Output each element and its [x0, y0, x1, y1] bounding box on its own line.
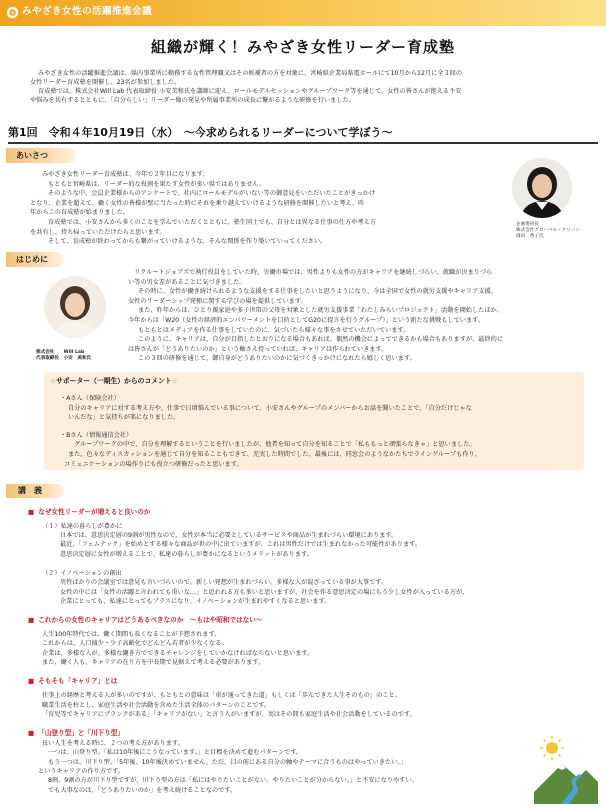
intro-line: みやざき女性の活躍推進会議は、県内事業所に勤務する女性管理職又はその候補者の方を対象に、宮崎県企業局県電ホールにて10月から12月に全３回の	[38, 70, 463, 77]
bullet-icon: ■	[28, 677, 35, 686]
intro-line: 育成塾では、株式会社Will Lab 代表取締役 小安美和氏を講師に迎え、ロールモデルセッションやグループワーク等を通じて、女性の皆さんが抱える不安	[38, 87, 462, 95]
lecture-line: 女性の中には「女性の活躍と言われても重いな…」と思われる方も多いと思いますが、社会を作る意思決定の場にもう少し女性が入っている方が、	[60, 588, 469, 596]
lecture-line: というキャリアの作り方です。	[38, 767, 125, 775]
supporter-comments	[54, 394, 574, 469]
question-text: これからの女性のキャリアはどうあるべきなのか ～もはや昭和ではない～	[38, 616, 263, 625]
bullet-icon: ■	[28, 508, 35, 516]
lecture-question-2	[28, 616, 573, 626]
portrait-koyasu	[44, 276, 106, 338]
question-text: そもそも「キャリア」とは	[38, 677, 118, 686]
supporter-title	[50, 377, 178, 386]
intro-body-line: リクルートジョブズで執行役員をしていた時、労働市場では、男性よりも女性の方がキャリアを継続しづらい、就職が決まりづら	[134, 269, 493, 276]
supporter-b-line: コミュニケーションの場作りにも役立つ研修だったと思います。	[64, 460, 243, 468]
intro-body-line: このように、キャリアは、自分が目指したとおりになる場合もあれば、偶然の機会によってできるかも場合もありますが、最終的に	[138, 336, 504, 344]
header-bar	[0, 0, 606, 26]
lecture-body	[28, 508, 573, 795]
supporter-a-line: 自分のキャリアに対する考え方や、仕事で日頃悩んでいる事について、小安さんやグループのメンバーからお話を聞いたことで、「自分だけじゃな	[68, 404, 472, 412]
lecture-line: 日本では、意思決定層の9割が男性なので、女性が本当に必要としているサービスや商品が生まれづらい環境にあります。	[60, 532, 398, 540]
mountain-river-icon	[532, 734, 598, 804]
caption-line: 岡田 香子氏	[516, 233, 544, 239]
lecture-line: 最近、「フェムテック」を始めとする様々な商品が世の中に出ていますが、これは男性だけでは生まれなかった可能性があります。	[60, 541, 422, 549]
supporter-b-line: また、色々なディスカッションを通じて自分を知ることもできて、充実した時間でした。最後には、同窓会のようなかたちでライングループも作り、	[68, 451, 481, 459]
lecture-line: これからは、人口減少・少子高齢化でどんどん若者が少なくなる。	[42, 640, 228, 648]
question-text: なぜ女性リーダーが増えると良いのか	[38, 508, 151, 516]
session-title: 第1回 令和４年10月19日（水） ～今求められるリーダーについて学ぼう～	[8, 126, 393, 139]
lecture-line: 職業生活を柱とし、家庭生活や社会活動を含めた生活全体のパターンのことです。	[42, 701, 271, 709]
supporter-title-text: サポーター（一期生）からのコメント	[56, 377, 172, 385]
supporter-b-line: グループワークの中で、自分を理解するということを行いましたが、他者を知って自分を知ることで「私ももっと頑張らなきゃ」と思いました。	[74, 441, 476, 449]
section-label-greeting: あいさつ	[6, 148, 76, 163]
person-portrait-icon	[512, 158, 572, 218]
supporter-a-name: ・Aさん（保険会社）	[60, 395, 120, 402]
greeting-line: そのような中、会員企業様からのアンケートで、社内にロールモデルがいない等の御意見をいただいたことがきっかけ	[48, 190, 376, 198]
greeting-text	[30, 170, 496, 247]
intro-body-line: その時に、女性が働き続けられるような支援をする仕事をしたいと思うようになり、今は全国で女性の就労支援やキャリア支援、	[138, 288, 497, 296]
bullet-icon: ■	[28, 616, 35, 625]
greeting-line: 育成塾では、小安さんから多くのことを学んでいただくとともに、塾生同士でも、自分とは異なる仕事の仕方や考え方	[48, 219, 376, 227]
lecture-paragraph	[38, 739, 573, 795]
lecture-line: もう一つは、川下り型。「5年後、10年後決めていません。ただ、目の前にある自分の軸やテーマに合うものはやっていきたい。」	[48, 758, 407, 766]
greeting-line: みやざき女性リーダー育成塾は、今年で２年目になります。	[42, 171, 209, 178]
caption-line: 企画委員長	[516, 222, 539, 227]
lecture-line: 男性ばかりの会議室では意見も言いづらいので、新しい発想が生まれづらい。多様な人が混ざっている事が大事です。	[60, 579, 388, 587]
person-portrait-icon	[44, 276, 106, 338]
intro-line: 女性リーダー育成塾を開催し、23名が参加しました。	[30, 78, 181, 86]
caption-line: 株式会社 Will Lab	[36, 350, 85, 355]
intro-body	[128, 268, 598, 364]
lecture-paragraph	[42, 630, 573, 667]
lecture-line: 人生100年時代では、働く期間も長くなることが予想されます。	[42, 631, 221, 639]
intro-body-line: い等の男女差があることに気づきました。	[128, 278, 246, 286]
org-logo-icon	[6, 6, 19, 19]
lecture-paragraph	[60, 531, 573, 559]
star-icon: ☆	[171, 377, 178, 385]
greeting-line: 年からこの育成塾が始まりました。	[30, 209, 129, 217]
caption-line: 代表取締役 小安 美和氏	[36, 355, 92, 361]
greeting-line: そして、育成塾が終わってからも繋がっていけるような、そんな関係を作り築いていってください。	[48, 238, 327, 246]
lecture-paragraph	[42, 691, 573, 719]
lecture-line: 意思決定層に女性が増えることで、私達の暮らしが豊かになるというメリットがあります。	[60, 550, 313, 558]
lecture-line: 企業にとっても、私達にとってもプラスになり、イノベーションが生まれやすくなると思います。	[60, 597, 331, 605]
question-text: 「山登り型」と「川下り型」	[38, 729, 124, 738]
intro-caption	[36, 350, 126, 362]
lecture-subheading: （２）イノベーションの創出	[42, 570, 122, 578]
bullet-icon: ■	[28, 729, 35, 738]
lecture-line: 企業は、多様な人が、多様な働き方でできるチャレンジをしていかなければならないと思います。	[42, 649, 314, 657]
lecture-line: 8割、9割の方が川下り型ですが、川下り型の方は「私にはやりたいことがない。やりたいことが分からない。」と不安になりやすい。	[48, 777, 418, 785]
lecture-line: 長い人生を考える時に、２つの考え方があります。	[42, 740, 184, 748]
lecture-question-3	[28, 677, 573, 687]
intro-body-line: 女性のリーダーシップ発揮に関する学びの場を提供しています。	[128, 297, 307, 305]
supporter-comment-box	[44, 372, 584, 470]
intro-line: や悩みを共有するとともに、「自分らしい」リーダー像の発見や所属事業所の成長に繋がるような研修を行いました。	[30, 96, 355, 104]
lecture-line: 一つは、山登り型。「私は10年後にこうなっています。」と目標を決めて進むパターンです。	[48, 749, 303, 757]
intro-body-line: また、昨年からは、ひとり親家庭や多子世帯の父母を対象とした就労支援事業「わたしみらいプロジェクト」活動を開始したほか、	[138, 307, 503, 315]
intro-body-line: は皆さんが「どうありたいのか」という軸さえ持っていれば、キャリアは作られていきます。	[128, 345, 388, 353]
lecture-question-1	[28, 508, 573, 518]
section-divider	[8, 142, 598, 144]
greeting-line: となり、企業を超えて、働く女性の皆様が壁に当たった時にそれを乗り越えていけるような研修を開催したいと考え、昨	[30, 199, 365, 207]
caption-line: 株式会社グローバル・クリーン	[516, 227, 580, 233]
intro-paragraph	[30, 70, 578, 106]
star-icon: ☆	[50, 377, 57, 385]
lecture-line: 仕事上の経歴と考える人が多いのですが、もともとの意味は「車が通ってきた道」もしくは「歩んできた人生そのもの」のこと。	[42, 692, 401, 700]
supporter-b-name: ・Bさん（情報通信会社）	[60, 431, 133, 439]
org-name: みやざき女性の活躍推進会議	[22, 6, 153, 17]
lecture-line: でも大事なのは、「どうありたいのか」を考え続けることなのです。	[48, 786, 237, 794]
greeting-line: もともと宮崎県は、リーダー的な役割を果たす女性が多い県ではありません。	[48, 180, 265, 188]
lecture-line: また、働く人も、キャリアの在り方を中長期で見据えて考える必要があります。	[42, 659, 265, 667]
lecture-subheading: （１）私達の暮らしが豊かに	[42, 522, 123, 530]
intro-body-line: この３回の研修を通じて、御自身がどうありたいのかに気づくきっかけになれたら嬉しく思います。	[138, 355, 416, 363]
supporter-a-line: いんだな」と気持ちが楽になりました。	[68, 414, 180, 422]
section-label-lecture: 講 義	[6, 484, 64, 498]
lecture-line: 「育児等でキャリアにブランクがある」「キャリアがない」と言う人がいますが、実はその間も家庭生活や社会活動をしているのです。	[42, 710, 416, 718]
page-title: 組織が輝く！みやざき女性リーダー育成塾	[150, 38, 455, 56]
intro-body-line: もともとはメディアを作る仕事をしていたのに、気づいたら様々な事をさせていただいています。	[138, 326, 410, 334]
lecture-paragraph	[60, 578, 573, 606]
greeting-caption	[516, 222, 600, 240]
portrait-okada	[512, 158, 572, 218]
intro-body-line: 今年からは「W20（女性の経済的エンパワーメントを目的としてG20に提言を行うグループ）」という新たな挑戦もしています。	[128, 317, 485, 325]
greeting-line: を共有し、持ち帰っていただけたらと思います。	[30, 228, 166, 236]
section-label-intro: はじめに	[6, 252, 64, 267]
lecture-question-4	[28, 729, 573, 739]
